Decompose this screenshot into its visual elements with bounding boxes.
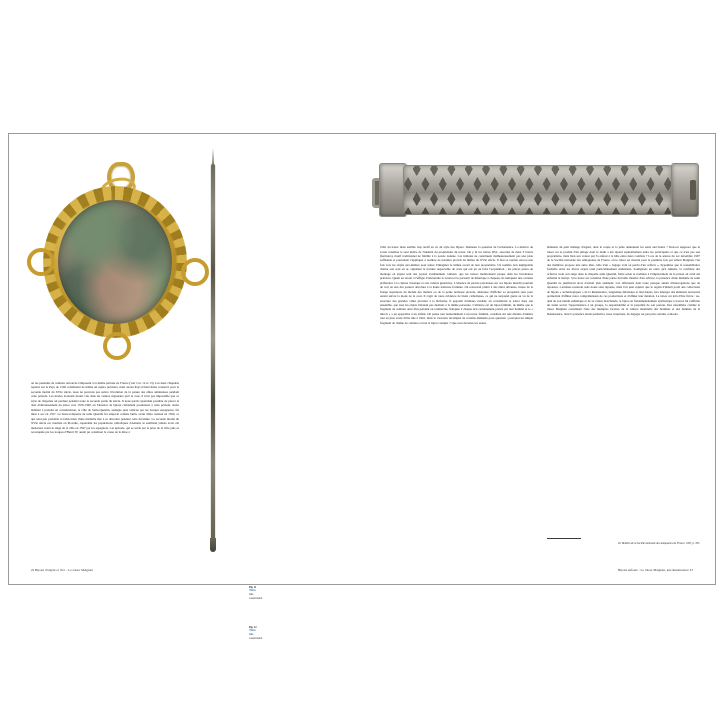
gold-oval-pendant-image [45, 176, 185, 336]
caption-conservation: conservation [249, 636, 263, 640]
caption-date: date [249, 633, 254, 637]
caption-figure-number: Fig. 11 [249, 586, 257, 589]
caption-fig-12 [249, 626, 295, 640]
left-running-foot: 22 Bijoux d'argent et d'or – Le trésor Maignan [31, 568, 93, 572]
bracelet-clasp-left [380, 164, 406, 216]
corroded-pin-image [211, 164, 215, 546]
caption-conservation: conservation [249, 596, 263, 600]
right-column-1 [380, 242, 533, 328]
footnote-text: 16. Bulletin de la Société nationale des Antiquaires de France, 1997, p. 395. [617, 542, 700, 545]
right-running-foot: Bijoux enfouis : Le trésor Maignan, une Renaissance 23 [618, 568, 693, 572]
right-column-2-paragraph: éléments du petit ménage d'argent, dont la coupe et la pelle demeurent les seuls survivants ? Doit-on supposer que le trésor est le produit d'un pillage dont le butin a été réparti équitablement entre les participants et que ce n'est pas son propriétaire, mais bien son voleur qui l'a enfoui à la hâte entre deux combats ? Lors de la séance du 1er décembre 1997 de la Société nationale des Antiquaires de France, où le trésor est montré pour la première fois par Albert Maignan, l'un des membres propose une autre idée, celle d'un « bagage volé ou perdu d'un orfèvre », hypothèse que la ressemblance formelle entre les divers objets rend particulièrement séduisante. Soulignons en outre qu'à Amiens, la confrérie des orfèvres avait son siège dans la chapelle saint Quentin, fatite selon la tradition à l'emplacement de la prison où avait été enfermé le martyr. Si le trésor est constitué d'une partie du butin d'atelier d'un orfèvre, la présence d'une médaille de saint Quentin ne justifierait alors d'autant plus aisément. Ces réflexions dont toute presque autant d'interrogations que de réponses. Certaines resteront sans doute sans réponse, mais l'on peut espérer que le regain d'intérêt porté aux collections de bijoux « archéologiques » de la Renaissance, longtemps délaissées et mal datées, fera émerger des éléments nouveaux permettant d'affiner notre compréhension de ces productions et d'affiner leur datation. Le trésor est loin d'être livrée : au-delà de son intérêt esthétique et de sa valeur marchande, le bijou est fondamentalement symbolique à travers lui s'affirme un statut social, l'appartenance à un groupe, la responsabilité et la propriété de son porteur. Des ensembles comme le trésor Maignan constituent l'une des multiples facettes de la culture matérielle des hommes et des femmes de la Renaissance, dont la présence étude permettra, nous l'espérons, de dégager un peu plus certains contours. [547, 245, 700, 316]
bracelet-slot [690, 180, 696, 200]
caption-title: Titre [249, 628, 256, 633]
pin-head [210, 538, 216, 552]
pendant-side-ring-left [27, 248, 55, 276]
footnote-block [547, 538, 700, 546]
book-spread [8, 133, 716, 640]
figure-captions [249, 586, 295, 666]
left-page [9, 134, 362, 640]
silver-interlace-bracelet-image [380, 166, 698, 214]
left-column-text-block [31, 381, 179, 434]
caption-figure-number: Fig. 12 [249, 626, 257, 630]
left-column-paragraph: ou les pendants de ceinture retrouvés s'imposent à la même période en France (voir Cat. 12 et 13). Les deux chapelets repérés sur le Pays de 1546 constituent de même un repère précieux, mais aucun Pays n'étant hélas conservé pour la seconde moitié du XVIe siècle, nous ne pouvons pas suivre l'évolution de la parure des élites amiénoises pendant cette période. Les modes évoluant moins vite dans les centres régionaux qu'à la cour, il n'est pas impossible que ce style de chapelets ait perduré pendant toute la seconde partie du siècle. Il nous paraît cependant possible de placer la date d'enfouissement du trésor vers 1550-1560, en l'absence de bijoux clairement postérieurs à cette période. Autre élément à prendre en considération, la ville de Saint-Quentin, assiégée puis vaincue par les troupes espagnoles, fut mise à sac en 1557. Le buste-reliquaire de saint Quentin fut emporté comme butin, avant d'être restitué en 1569, ce qui rend peu probable la fabrication d'une médaille liée à sa dévotion pendant cette décennie. La seconde moitié du XVIe siècle est troublée en Picardie, cependant les populations catholiques d'Amiens se semblent jamais avoir été menacées avant le siège de la ville en 1597 par les espagnols. Cet épisode, qui se solde par la prise de la ville puis sa reconquête par les troupes d'Henri IV, aurait pu constituer la cause de la mise à [31, 381, 179, 434]
pendant-bottom-ring [103, 332, 131, 360]
caption-title: Titre [249, 588, 256, 593]
figure-gold-pendant [31, 156, 203, 346]
bracelet-interlace-pattern [404, 166, 672, 214]
figure-silver-bracelet [380, 156, 700, 226]
figure-long-pin [194, 154, 232, 554]
right-column-1-paragraph: l'abri du trésor mais semble trop tardif au vu du style des bijoux. Demeure la question de l'ordonnance. La matrice de sceau constitue le seul indice de l'identité du propriétaire du trésor. On y lit les lettres DSL, assorties de deux S barrés (fermoirs), motif traditionnel de fidélité à la parole donnée. Ces initiales ne constituent malheureusement pas une piste suffisante et pourraient s'appliquer à nombre de notables picards du milieu du XVIe siècle. Il faut se tourner encore une fois vers les objets eux-mêmes pour tenter d'imaginer le milieu social de leur propriétaire. Un nombre non négligeable d'entre eux sont en or, signalant la fortune respectable de ceux qui ont pu en faire l'acquisition ; les pièces prises de montage en argent sont des joyaux extrêmement coûteux, que les trésors mentionnant jusque dans les inventaires princiers. Quant au savoir à l'effigie d'Alexandre le Grand et le parvenir de limerique à chapeau, ils indiquent une certaine préférence à la culture classique et aux valeurs guerrières. L'absence de pierres précieuses sur ces bijoux interdit pourtant de voir en eux des parures dévolues à la haute noblesse fortunée. On retrouvait plutôt à des élites urbaines, issues de la frange supérieure du monde des métiers ou de la petite noblesse picarde, désireuse d'afficher sa prospérité sans pour autant suivre la mode de la cour. Il s'agit de toute évidence de biens catholiques, ce qui ne surprend guère au vu de la structure des grandes villes picardes à la Réforme. Il apparaît d'ailleurs évident, en considérant le trésor dans son ensemble, que tous les objets n'étaient pas destinés à la même personne. L'alliance est un bijou féminin, de même que le fragment de ceinture orné d'un pendant en roumarche, flanquée à chaque état certainement portée par leur homme et le « miroir » a pu apparaître à un enfant. On pense tout naturellement à un trésor familial, constitué sur une dizaine d'années tout au plus avant d'être mis à l'abri, mais le caractère incomplet de certains éléments pose question ; pourquoi un simple fragment de chaîne de ceinture et non le bijou complet ? Que sont devenus les autres [380, 245, 533, 325]
caption-fig-11 [249, 586, 295, 600]
caption-date: date [249, 593, 254, 597]
footnote-rule [547, 538, 581, 539]
right-column-2 [547, 242, 700, 328]
right-page [362, 134, 715, 584]
right-page-columns [380, 242, 700, 328]
pendant-mottled-stone [58, 200, 172, 324]
